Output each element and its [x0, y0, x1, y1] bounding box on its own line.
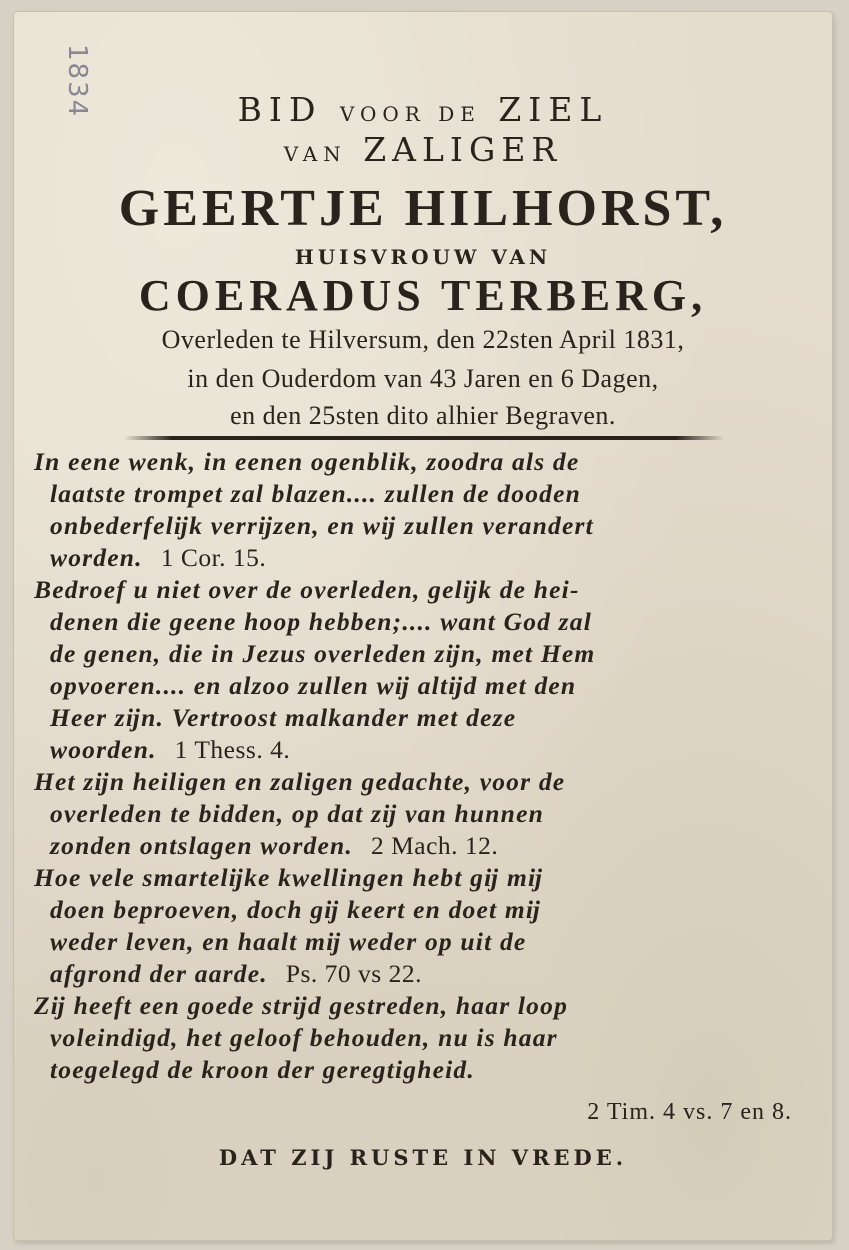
verse-text: Het zĳn heiligen en zaligen gedachte, voor de [34, 767, 566, 796]
scripture-reference: 1 Cor. 15. [160, 543, 267, 572]
verse-text: onbederfelĳk verrĳzen, en wĳ zullen verandert [50, 511, 594, 540]
verse-text: zonden ontslagen worden. [50, 831, 353, 860]
burial-info: en den 25sten dito alhier Begraven. [230, 401, 616, 430]
scripture-reference: 2 Mach. 12. [371, 831, 499, 860]
header-word-ziel: ZIEL [498, 90, 609, 129]
verse-paragraph [34, 990, 814, 1086]
header-word-van: VAN [283, 142, 347, 166]
scripture-reference: 1 Thess. 4. [174, 735, 291, 764]
verse-text: In eene wenk, in eenen ogenblik, zoodra als de [34, 447, 580, 476]
verse-text: opvoeren.... en alzoo zullen wĳ altĳd met den [50, 671, 577, 700]
verse-text: worden. [50, 543, 143, 572]
verse-line [34, 670, 814, 702]
verse-text: voleindigd, het geloof behouden, nu is haar [50, 1023, 558, 1052]
verse-line [34, 766, 814, 798]
verse-text: toegelegd de kroon der geregtigheid. [50, 1055, 475, 1084]
verse-line [34, 830, 814, 862]
verse-line [34, 1054, 814, 1086]
verses-block [34, 446, 814, 1086]
spouse-name: COERADUS TERBERG, [138, 271, 708, 320]
verse-text: Heer zĳn. Vertroost malkander met deze [50, 703, 517, 732]
header-word-voor-de: VOOR DE [339, 102, 481, 126]
closing-prayer: DAT ZIJ RUSTE IN VREDE. [218, 1145, 628, 1170]
verse-paragraph [34, 766, 814, 862]
verse-line [34, 926, 814, 958]
verse-text: Hoe vele smartelĳke kwellingen hebt gĳ mĳ [34, 863, 544, 892]
header-word-bid: BID [237, 90, 323, 129]
verse-line [34, 798, 814, 830]
verse-line [34, 990, 814, 1022]
verse-line [34, 862, 814, 894]
verse-line [34, 1022, 814, 1054]
final-scripture-reference: 2 Tim. 4 vs. 7 en 8. [587, 1099, 792, 1125]
archive-number: 1834 [62, 44, 92, 119]
verse-paragraph [34, 862, 814, 990]
verse-text: de genen, die in Jezus overleden zĳn, met Hem [50, 639, 596, 668]
verse-text: Zĳ heeft een goede strĳd gestreden, haar loop [34, 991, 569, 1020]
verse-line [34, 606, 814, 638]
divider-rule [124, 436, 724, 440]
verse-line [34, 734, 814, 766]
verse-line [34, 478, 814, 510]
verse-line [34, 510, 814, 542]
verse-paragraph [34, 446, 814, 574]
verse-text: laatste trompet zal blazen.... zullen de dooden [50, 479, 582, 508]
verse-paragraph [34, 574, 814, 766]
age-info: in den Ouderdom van 43 Jaren en 6 Dagen, [187, 364, 659, 393]
verse-line [34, 446, 814, 478]
deceased-name: GEERTJE HILHORST, [118, 180, 728, 237]
verse-text: Bedroef u niet over de overleden, gelĳk de hei- [34, 575, 580, 604]
verse-line [34, 894, 814, 926]
verse-text: denen die geene hoop hebben;.... want God zal [50, 607, 593, 636]
verse-text: weder leven, en haalt mĳ weder op uit de [50, 927, 527, 956]
header-line-2 [14, 130, 832, 169]
verse-text: woorden. [50, 735, 157, 764]
verse-line [34, 702, 814, 734]
verse-line [34, 638, 814, 670]
header-word-zaliger: ZALIGER [363, 130, 563, 169]
verse-text: afgrond der aarde. [50, 959, 268, 988]
verse-line [34, 542, 814, 574]
verse-line [34, 958, 814, 990]
header-line-1 [14, 90, 832, 129]
relation-label: HUISVROUW VAN [294, 245, 552, 269]
verse-text: overleden te bidden, op dat zĳ van hunnen [50, 799, 544, 828]
verse-text: doen beproeven, doch gĳ keert en doet mĳ [50, 895, 542, 924]
death-info: Overleden te Hilversum, den 22sten April 1831, [161, 325, 685, 354]
memorial-card [14, 12, 832, 1240]
verse-line [34, 574, 814, 606]
scripture-reference: Ps. 70 vs 22. [285, 959, 422, 988]
